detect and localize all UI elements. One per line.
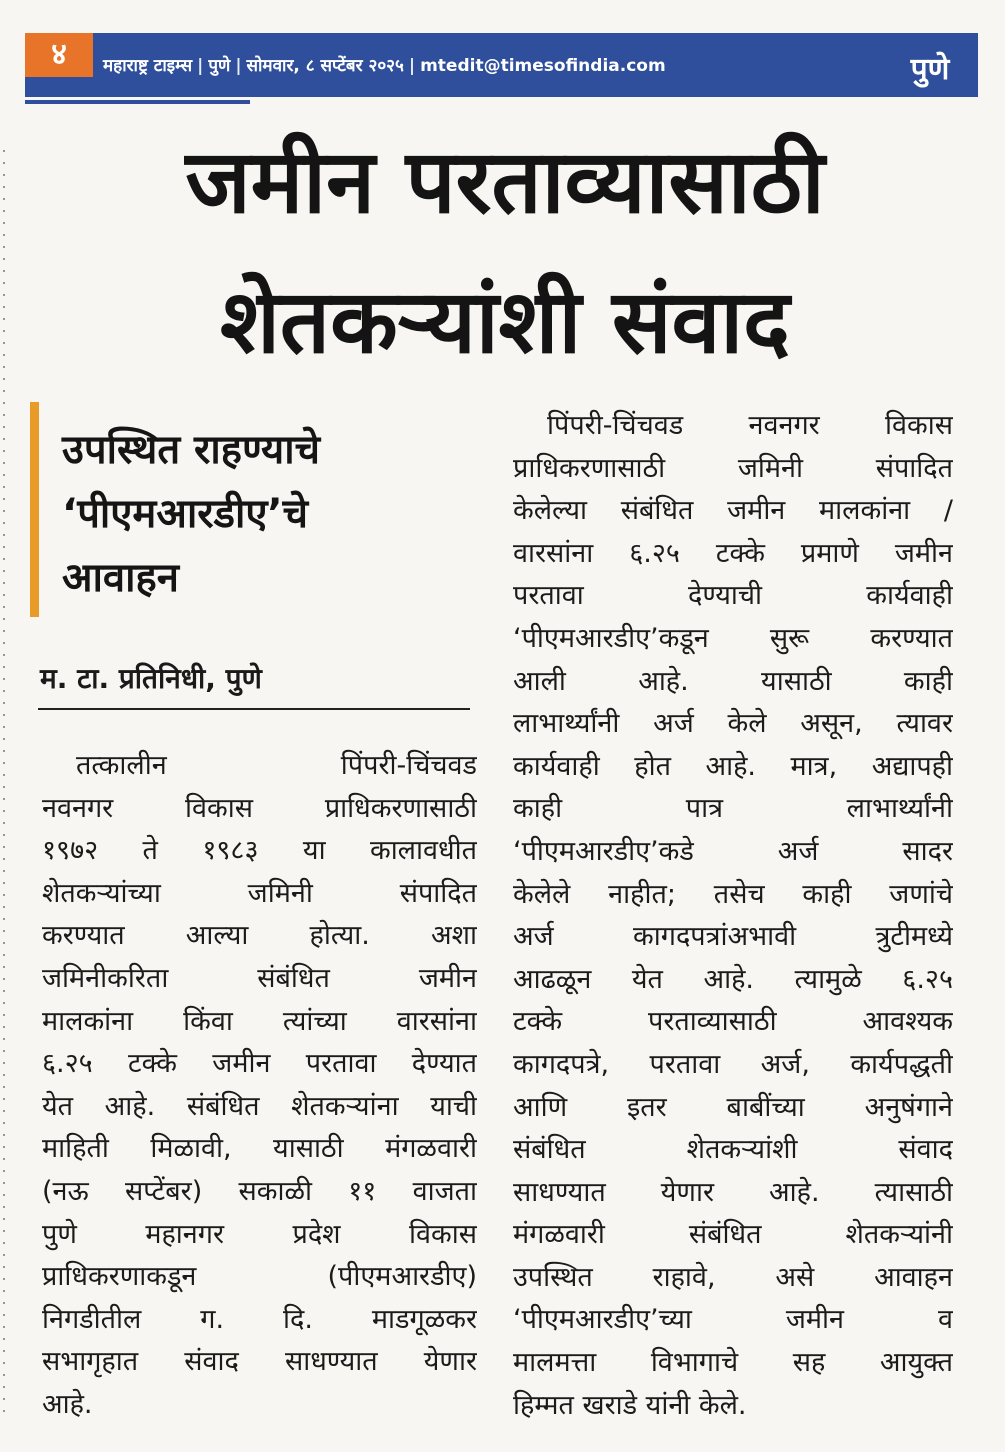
article-line: परतावा देण्याची कार्यवाही xyxy=(513,580,953,612)
headline xyxy=(40,112,970,392)
article-line: ‘पीएमआरडीए’कडून सुरू करण्यात xyxy=(513,622,953,654)
article-line: माहिती मिळावी, यासाठी मंगळवारी xyxy=(42,1133,477,1165)
article-line: आणि इतर बाबींच्या अनुषंगाने xyxy=(513,1091,953,1123)
article-line: येत आहे. संबंधित शेतकऱ्यांना याची xyxy=(42,1090,477,1122)
article-line: कागदपत्रे, परतावा अर्ज, कार्यपद्धती xyxy=(513,1048,953,1080)
article-line: (नऊ सप्टेंबर) सकाळी ११ वाजता xyxy=(42,1175,477,1207)
page-number-badge: ४ xyxy=(25,33,93,77)
article-line: नवनगर विकास प्राधिकरणासाठी xyxy=(42,792,477,824)
article-line: ‘पीएमआरडीए’च्या जमीन व xyxy=(513,1304,953,1336)
header-underline xyxy=(25,100,250,104)
header-city: पुणे xyxy=(208,56,231,76)
article-line: ‘पीएमआरडीए’कडे अर्ज सादर xyxy=(513,835,953,867)
contact-email: mtedit@timesofindia.com xyxy=(420,56,666,76)
article-line: टक्के परताव्यासाठी आवश्यक xyxy=(513,1006,953,1038)
article-line: केलेले नाहीत; तसेच काही जणांचे xyxy=(513,878,953,910)
article-line: मालकांना किंवा त्यांच्या वारसांना xyxy=(42,1005,477,1037)
article-line: उपस्थित राहावे, असे आवाहन xyxy=(513,1261,953,1293)
headline-line-2: शेतकऱ्यांशी संवाद xyxy=(220,270,790,373)
article-line: लाभार्थ्यांनी अर्ज केले असून, त्यावर xyxy=(513,708,953,740)
article-line: आढळून येत आहे. त्यामुळे ६.२५ xyxy=(513,963,953,995)
article-line: मंगळवारी संबंधित शेतकऱ्यांनी xyxy=(513,1219,953,1251)
article-line: शेतकऱ्यांच्या जमिनी संपादित xyxy=(42,877,477,909)
article-line: आहे. xyxy=(42,1388,93,1420)
article-line: काही पात्र लाभार्थ्यांनी xyxy=(513,793,953,825)
article-line: हिम्मत खराडे यांनी केले. xyxy=(513,1389,747,1421)
subheadline-line-2: ‘पीएमआरडीए’चे xyxy=(62,491,309,537)
publication-name: महाराष्ट्र टाइम्स xyxy=(103,56,193,76)
byline: म. टा. प्रतिनिधी, पुणे xyxy=(40,662,262,695)
subheadline-accent-bar xyxy=(30,402,39,617)
article-line: ६.२५ टक्के जमीन परतावा देण्यात xyxy=(42,1048,477,1080)
article-line: प्राधिकरणाकडून (पीएमआरडीए) xyxy=(42,1261,477,1293)
subheadline xyxy=(62,418,482,610)
article-column-right xyxy=(513,405,953,1427)
article-column-left xyxy=(42,745,477,1427)
article-line: जमिनीकरिता संबंधित जमीन xyxy=(42,962,477,994)
article-line: १९७२ ते १९८३ या कालावधीत xyxy=(42,835,477,867)
article-line: कार्यवाही होत आहे. मात्र, अद्यापही xyxy=(513,750,953,782)
article-line: पुणे महानगर प्रदेश विकास xyxy=(42,1218,477,1250)
subheadline-line-3: आवाहन xyxy=(62,555,179,601)
margin-dotted-rule xyxy=(0,150,10,1420)
article-line: निगडीतील ग. दि. माडगूळकर xyxy=(42,1303,477,1335)
headline-line-1: जमीन परताव्यासाठी xyxy=(185,130,825,233)
article-line: करण्यात आल्या होत्या. अशा xyxy=(42,920,477,952)
article-line: आली आहे. यासाठी काही xyxy=(513,665,953,697)
article-line: प्राधिकरणासाठी जमिनी संपादित xyxy=(513,452,953,484)
article-line: मालमत्ता विभागाचे सह आयुक्त xyxy=(513,1347,953,1379)
byline-rule xyxy=(38,708,470,710)
article-line: पिंपरी-चिंचवड नवनगर विकास xyxy=(547,410,953,441)
article-line: वारसांना ६.२५ टक्के प्रमाणे जमीन xyxy=(513,537,953,569)
article-line: संबंधित शेतकऱ्यांशी संवाद xyxy=(513,1134,953,1166)
article-line: सभागृहात संवाद साधण्यात येणार xyxy=(42,1346,477,1378)
issue-date: सोमवार, ८ सप्टेंबर २०२५ xyxy=(246,56,404,76)
article-line: केलेल्या संबंधित जमीन मालकांना / xyxy=(513,495,953,527)
article-line: तत्कालीन पिंपरी-चिंचवड xyxy=(76,750,477,781)
article-line: साधण्यात येणार आहे. त्यासाठी xyxy=(513,1176,953,1208)
header-info: महाराष्ट्र टाइम्स | पुणे | सोमवार, ८ सप्टेंबर २०२५ | mtedit@timesofindia.com xyxy=(103,46,803,86)
article-line: अर्ज कागदपत्रांअभावी त्रुटीमध्ये xyxy=(513,921,953,953)
section-tag: पुणे xyxy=(910,52,950,87)
subheadline-line-1: उपस्थित राहण्याचे xyxy=(62,427,320,473)
